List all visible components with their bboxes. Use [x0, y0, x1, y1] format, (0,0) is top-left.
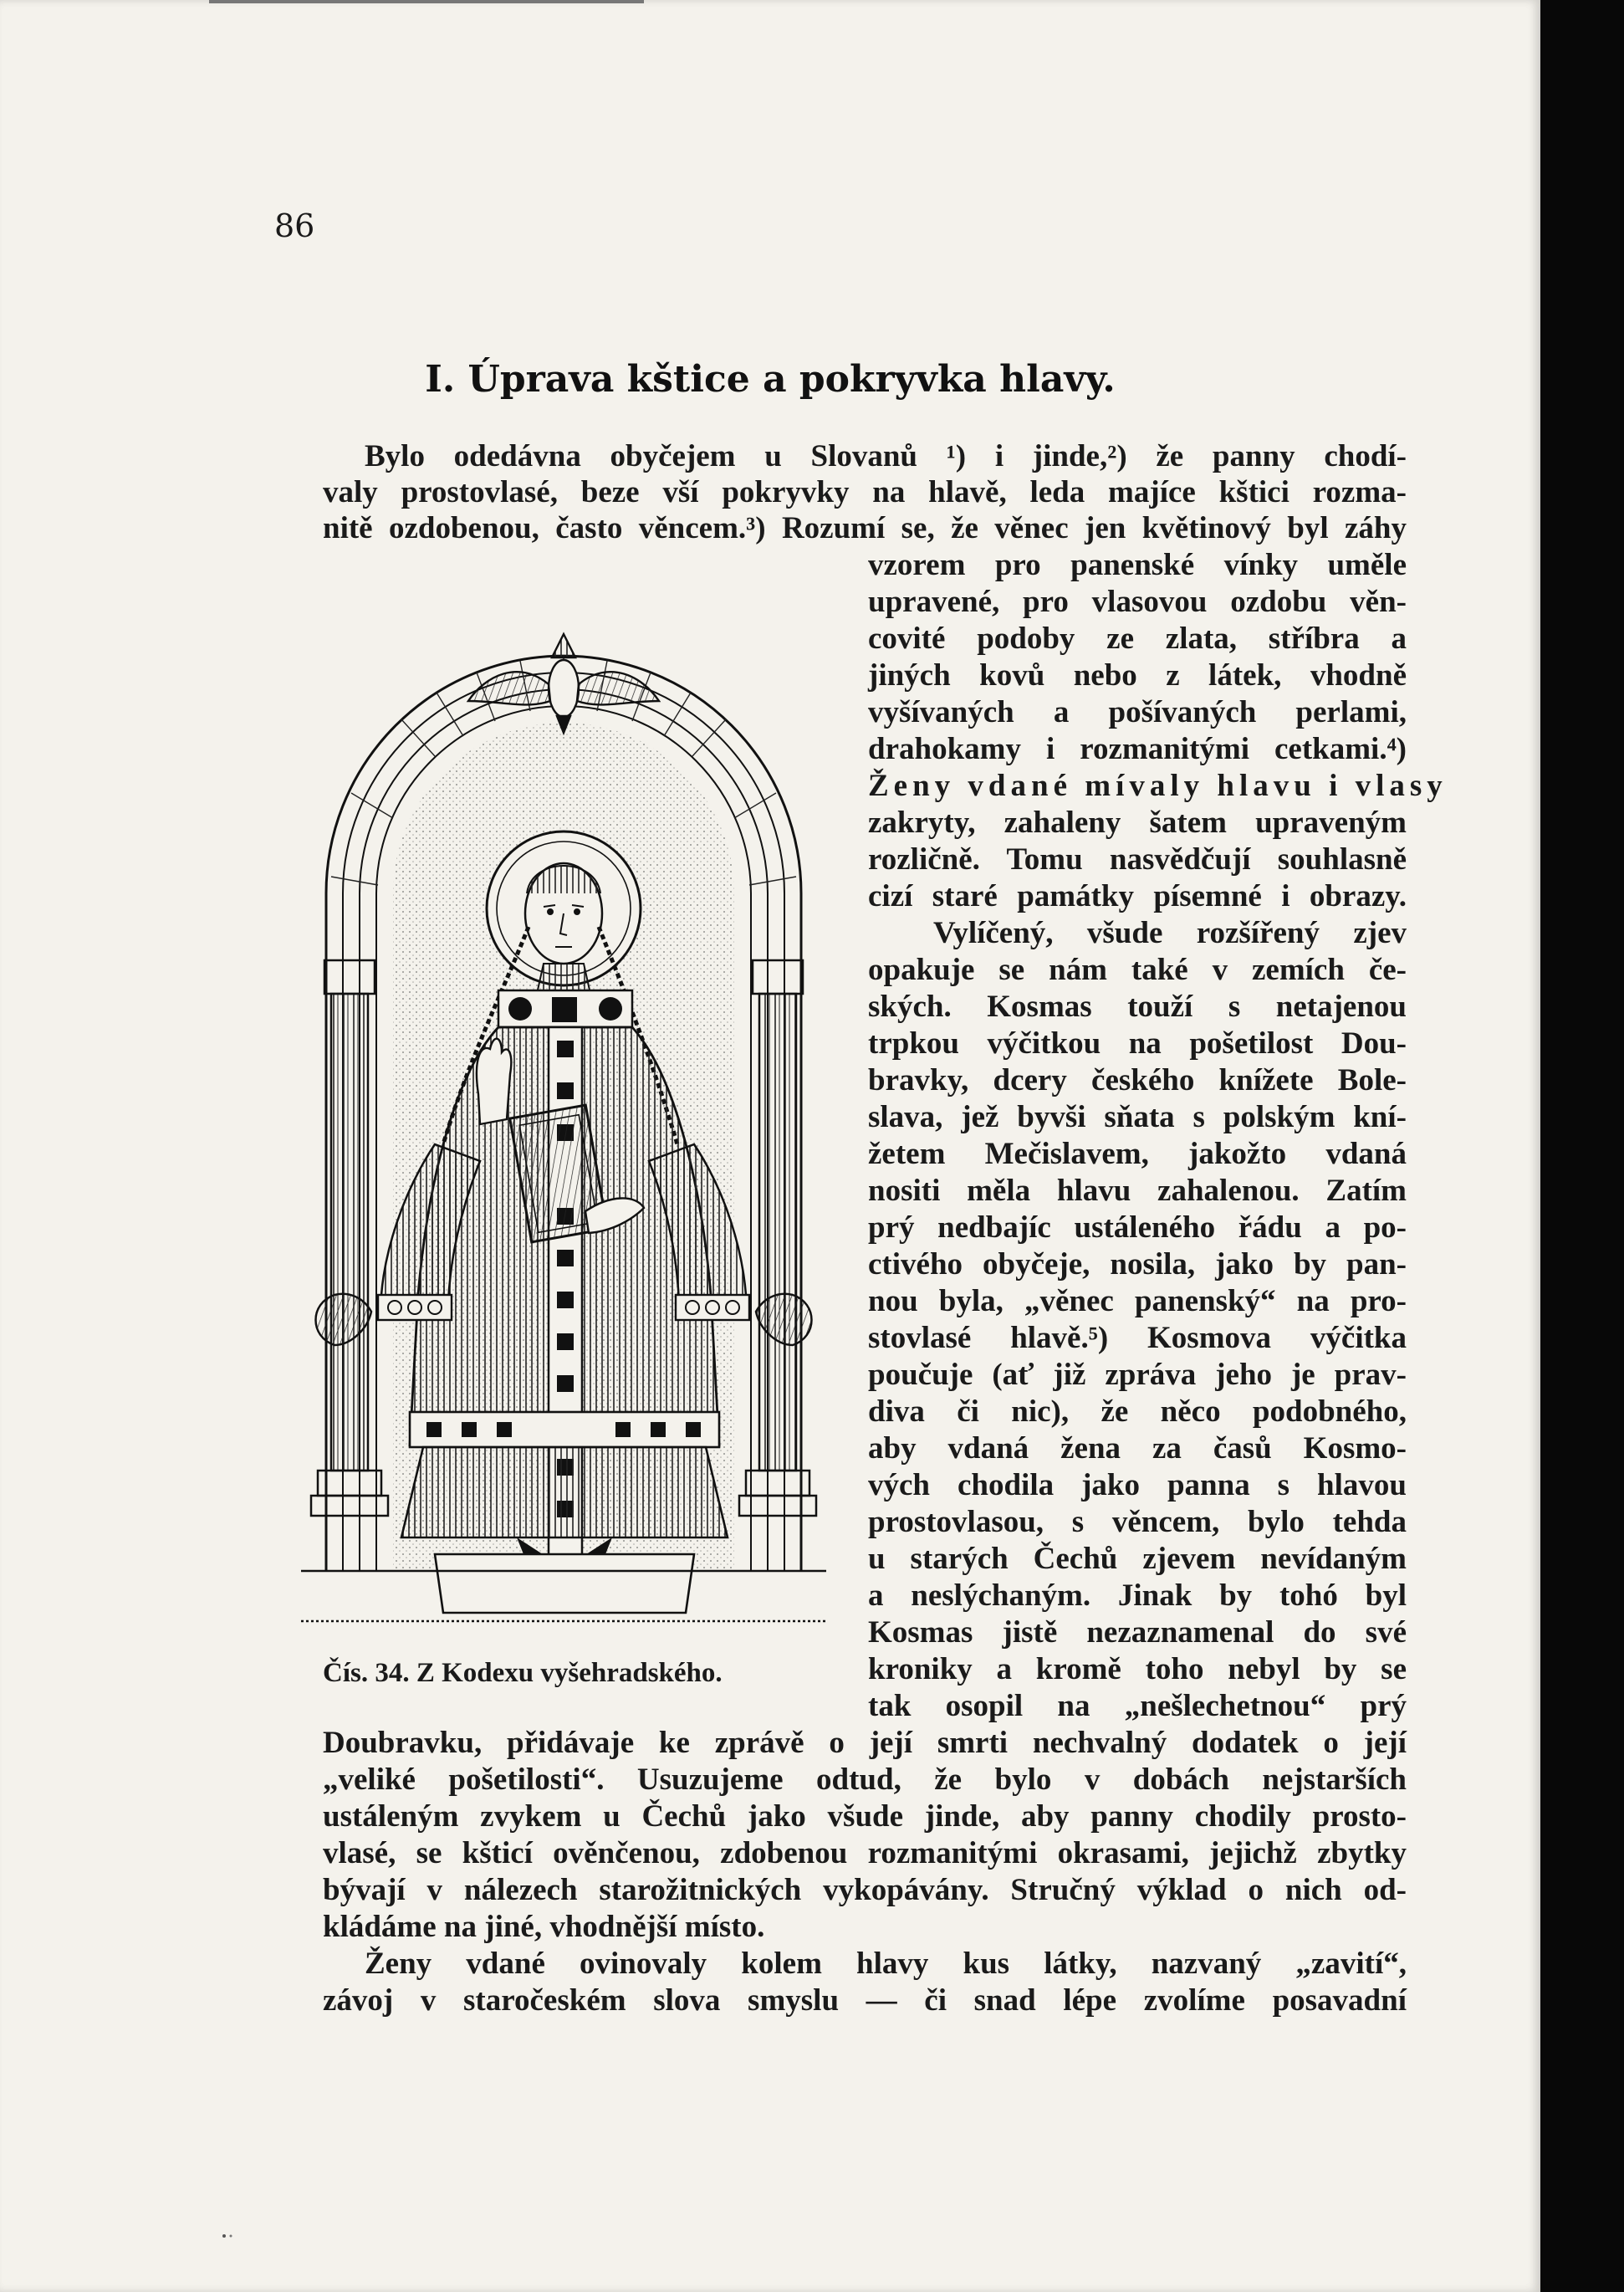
text-line: valy prostovlasé, beze vší pokryvky na hlavě, leda majíce kštici rozma-: [323, 475, 1407, 509]
text-line: ských. Kosmas touží s netajenou: [868, 990, 1407, 1024]
text-line: u starých Čechů zjevem nevídaným: [868, 1542, 1407, 1576]
page-number: 86: [274, 207, 315, 244]
text-line: ctivého obyčeje, nosila, jako by pan-: [868, 1247, 1407, 1282]
figure-caption: Čís. 34. Z Kodexu vyšehradského.: [323, 1658, 723, 1688]
text-line: poučuje (ať již zpráva jeho je prav-: [868, 1358, 1407, 1392]
text-line: bývají v nálezech starožitnických vykopávány. Stručný výklad o nich od-: [323, 1873, 1407, 1907]
scan-border: [1540, 0, 1624, 2292]
text-line: drahokamy i rozmanitými cetkami.⁴): [868, 732, 1407, 766]
figure-illustration: [301, 609, 826, 1636]
text-line: cizí staré památky písemné i obrazy.: [868, 879, 1407, 913]
text-line: tak osopil na „nešlechetnou“ prý: [868, 1689, 1407, 1723]
text-line: slava, jež byvši sňata s polským kní-: [868, 1100, 1407, 1134]
text-line: diva či nic), že něco podobného,: [868, 1394, 1407, 1429]
text-line: opakuje se nám také v zemích če-: [868, 953, 1407, 987]
text-line: Vylíčený, všude rozšířený zjev: [933, 916, 1407, 950]
text-line: žetem Mečislavem, jakožto vdaná: [868, 1137, 1407, 1171]
text-line: prý nedbajíc ustáleného řádu a po-: [868, 1210, 1407, 1245]
text-line: aby vdaná žena za časů Kosmo-: [868, 1431, 1407, 1466]
top-edge-rule: [209, 0, 644, 3]
text-line: Ženy vdané ovinovaly kolem hlavy kus látky, nazvaný „zavití“,: [365, 1947, 1407, 1981]
text-line: nitě ozdobenou, často věncem.³) Rozumí se, že věnec jen květinový byl záhy: [323, 511, 1407, 545]
text-line: vzorem pro panenské vínky uměle: [868, 548, 1407, 582]
text-line: nositi měla hlavu zahalenou. Zatím: [868, 1174, 1407, 1208]
text-line: rozličně. Tomu nasvědčují souhlasně: [868, 842, 1407, 877]
codex-figure-drawing: [301, 609, 826, 1636]
text-line: kroniky a kromě toho nebyl by se: [868, 1652, 1407, 1686]
text-line: vlasé, se kšticí ověnčenou, zdobenou rozmanitými okrasami, jejichž zbytky: [323, 1836, 1407, 1870]
text-line: prostovlasou, s věncem, bylo tehda: [868, 1505, 1407, 1539]
text-line: trpkou výčitkou na pošetilost Dou-: [868, 1026, 1407, 1061]
text-line: kládáme na jiné, vhodnější místo.: [323, 1910, 765, 1944]
text-line: „veliké pošetilosti“. Usuzujeme odtud, že bylo v dobách nejstarších: [323, 1762, 1407, 1797]
text-line: zakryty, zahaleny šatem upraveným: [868, 806, 1407, 840]
text-line: covité podoby ze zlata, stříbra a: [868, 622, 1407, 656]
text-line: vých chodila jako panna s hlavou: [868, 1468, 1407, 1502]
paper-specks: [222, 2233, 235, 2238]
text-line: a neslýchaným. Jinak by tohó byl: [868, 1578, 1407, 1613]
text-line: ustáleným zvykem u Čechů jako všude jinde, aby panny chodily prosto-: [323, 1799, 1407, 1834]
text-line: Ženy vdané mívaly hlavu i vlasy: [868, 769, 1448, 803]
section-heading: I. Úprava kštice a pokryvka hlavy.: [425, 358, 1116, 401]
text-line: Doubravku, přidávaje ke zprávě o její smrti nechvalný dodatek o její: [323, 1726, 1407, 1760]
text-line: jiných kovů nebo z látek, vhodně: [868, 658, 1407, 693]
text-line: Kosmas jistě nezaznamenal do své: [868, 1615, 1407, 1650]
text-line: Bylo odedávna obyčejem u Slovanů ¹) i jinde,²) že panny chodí-: [365, 439, 1407, 473]
text-line: vyšívaných a pošívaných perlami,: [868, 695, 1407, 729]
text-line: upravené, pro vlasovou ozdobu věn-: [868, 585, 1407, 619]
text-line: nou byla, „věnec panenský“ na pro-: [868, 1284, 1407, 1318]
text-line: bravky, dcery českého knížete Bole-: [868, 1063, 1407, 1097]
text-line: závoj v staročeském slova smyslu — či snad lépe zvolíme posavadní: [323, 1983, 1407, 2018]
text-line: stovlasé hlavě.⁵) Kosmova výčitka: [868, 1321, 1407, 1355]
